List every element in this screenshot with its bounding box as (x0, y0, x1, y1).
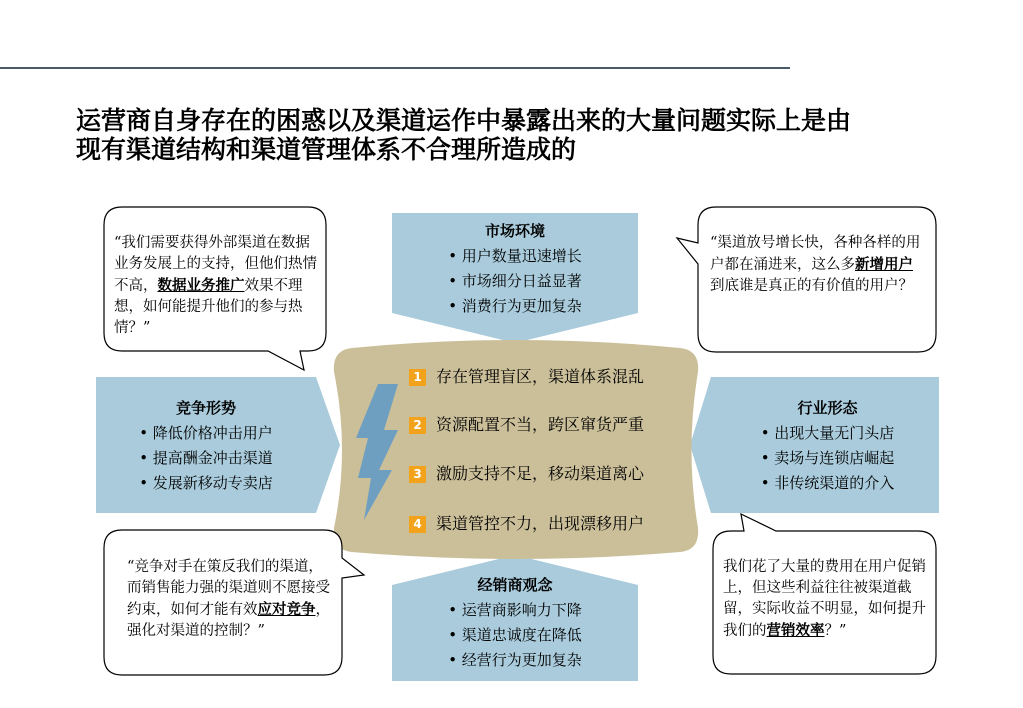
issue-2 (409, 412, 644, 435)
issue-1 (409, 364, 644, 387)
market-heading: 市场环境 (484, 222, 545, 240)
quote-top-left-emphasis: 数据业务推广 (157, 277, 245, 294)
quote-bottom-right-text-end: ？” (824, 623, 847, 639)
quote-top-left-text: “我们需要获得外部渠道在数据业务发展上的支持，但他们热情不高， (114, 235, 317, 294)
issue-1-number: 1 (409, 369, 426, 386)
page-title-line-2: 现有渠道结构和渠道管理体系不合理所造成的 (76, 135, 577, 164)
quote-bottom-right-emphasis: 营销效率 (766, 622, 825, 639)
issue-2-number: 2 (409, 417, 426, 434)
market-item-3: • 消费行为更加复杂 (448, 297, 582, 315)
industry-item-1: • 出现大量无门头店 (760, 424, 895, 442)
issue-3 (409, 461, 644, 484)
industry-box-content (716, 396, 939, 496)
competition-item-1: • 降低价格冲击用户 (139, 424, 273, 442)
dealer-item-3: • 经营行为更加复杂 (448, 651, 582, 669)
industry-heading: 行业形态 (797, 399, 858, 417)
issue-3-text: 激励支持不足，移动渠道离心 (436, 464, 645, 483)
issue-4-text: 渠道管控不力，出现漂移用户 (436, 514, 645, 533)
issue-4 (409, 511, 644, 534)
competition-item-2: • 提高酬金冲击渠道 (139, 449, 273, 467)
quote-bottom-right (723, 557, 929, 642)
page-title-line-1: 运营商自身存在的困惑以及渠道运作中暴露出来的大量问题实际上是由 (76, 106, 852, 135)
competition-box-content (96, 396, 316, 496)
quote-top-left-text-end: 效果不理想，如何能提升他们的参与热情？” (114, 278, 303, 336)
quote-top-right-emphasis: 新增用户 (855, 256, 913, 273)
quote-top-left (114, 233, 318, 339)
quote-bottom-left-text: “竞争对手在策反我们的渠道，而销售能力强的渠道则不愿接受约束，如何才能有效 (127, 559, 330, 618)
issue-1-text: 存在管理盲区，渠道体系混乱 (436, 367, 645, 386)
issue-4-number: 4 (409, 516, 426, 533)
quote-bottom-left-emphasis: 应对竞争 (257, 601, 316, 618)
industry-item-3: • 非传统渠道的介入 (760, 474, 895, 492)
dealer-item-1: • 运营商影响力下降 (448, 601, 582, 619)
issue-3-number: 3 (409, 466, 426, 483)
quote-top-right-text-end: 到底谁是真正的有价值的用户？ (710, 278, 913, 294)
dealer-item-2: • 渠道忠诚度在降低 (448, 626, 582, 644)
issue-2-text: 资源配置不当，跨区窜货严重 (436, 415, 645, 434)
market-item-1: • 用户数量迅速增长 (448, 247, 582, 265)
dealer-box-content (392, 573, 638, 673)
quote-bottom-left (127, 557, 335, 642)
competition-item-3: • 发展新移动专卖店 (139, 474, 273, 492)
quote-bottom-left-text-end: ，强化对渠道的控制？” (127, 602, 330, 639)
dealer-heading: 经销商观念 (477, 576, 553, 594)
competition-heading: 竞争形势 (175, 399, 236, 417)
market-item-2: • 市场细分日益显著 (448, 272, 582, 290)
industry-item-2: • 卖场与连锁店崛起 (760, 449, 895, 467)
market-box-content (392, 219, 638, 319)
quote-bottom-right-text: 我们花了大量的费用在用户促销上，但这些利益往往被渠道截留，实际收益不明显，如何提升我们的 (723, 559, 926, 639)
quote-top-right (710, 233, 922, 297)
quote-top-right-text: “渠道放号增长快，各种各样的用户都在涌进来，这么多 (710, 235, 921, 273)
